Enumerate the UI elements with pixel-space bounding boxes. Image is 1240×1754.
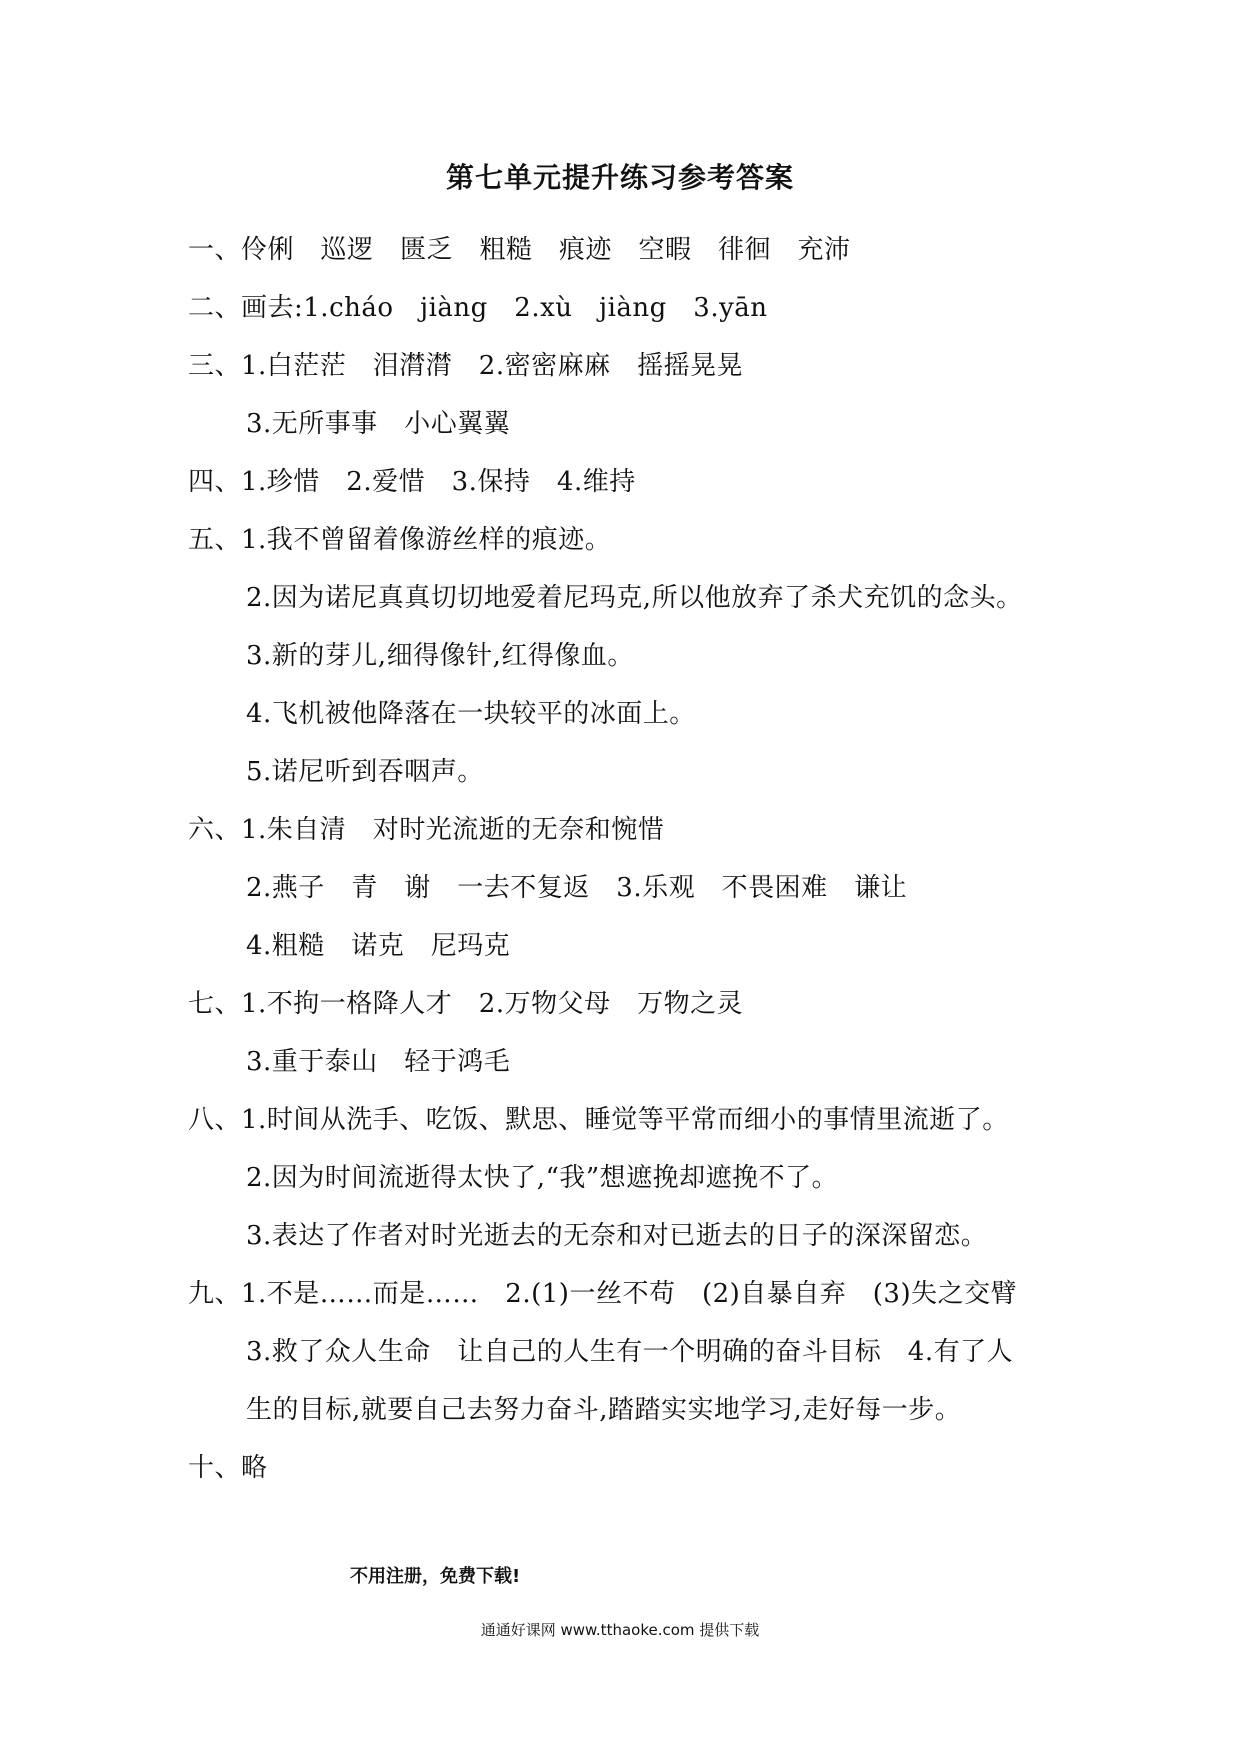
answer-line-8: 八、1.时间从洗手、吃饭、默思、睡觉等平常而细小的事情里流逝了。 — [188, 1105, 1009, 1135]
answer-line-6-item-2: 2.燕子 青 谢 一去不复返 3.乐观 不畏困难 谦让 — [246, 873, 908, 903]
answer-line-5-item-4: 4.飞机被他降落在一块较平的冰面上。 — [246, 699, 696, 729]
answer-line-6-item-4: 4.粗糙 诺克 尼玛克 — [246, 931, 511, 961]
answer-line-8-item-3: 3.表达了作者对时光逝去的无奈和对已逝去的日子的深深留恋。 — [246, 1221, 988, 1251]
answer-line-2: 二、画去:1.cháo jiàng 2.xù jiàng 3.yān — [188, 293, 768, 323]
answer-line-7-item-3: 3.重于泰山 轻于鸿毛 — [246, 1047, 511, 1077]
footer-credit: 通通好课网 www.tthaoke.com 提供下载 — [480, 1621, 760, 1639]
answer-line-1: 一、伶俐 巡逻 匮乏 粗糙 痕迹 空暇 徘徊 充沛 — [188, 235, 851, 265]
answer-line-7: 七、1.不拘一格降人才 2.万物父母 万物之灵 — [188, 989, 744, 1019]
free-download-note: 不用注册，免费下载! — [350, 1566, 521, 1587]
answer-line-8-item-2: 2.因为时间流逝得太快了,“我”想遮挽却遮挽不了。 — [246, 1163, 839, 1193]
answer-line-5-item-5: 5.诺尼听到吞咽声。 — [246, 757, 484, 787]
answer-line-3-continued: 3.无所事事 小心翼翼 — [246, 409, 511, 439]
answer-line-9-item-4-continued: 生的目标,就要自己去努力奋斗,踏踏实实地学习,走好每一步。 — [246, 1395, 962, 1425]
answer-line-4: 四、1.珍惜 2.爱惜 3.保持 4.维持 — [188, 467, 636, 497]
page-title: 第七单元提升练习参考答案 — [445, 161, 794, 194]
answer-line-5-item-3: 3.新的芽儿,细得像针,红得像血。 — [246, 641, 634, 671]
answer-line-10: 十、略 — [188, 1453, 268, 1483]
answer-line-9-item-3: 3.救了众人生命 让自己的人生有一个明确的奋斗目标 4.有了人 — [246, 1337, 1014, 1367]
answer-line-6: 六、1.朱自清 对时光流逝的无奈和惋惜 — [188, 815, 665, 845]
answer-line-9: 九、1.不是……而是…… 2.(1)一丝不苟 (2)自暴自弃 (3)失之交臂 — [188, 1279, 1018, 1309]
answer-line-5-item-2: 2.因为诺尼真真切切地爱着尼玛克,所以他放弃了杀犬充饥的念头。 — [246, 583, 1023, 613]
answer-line-5: 五、1.我不曾留着像游丝样的痕迹。 — [188, 525, 612, 555]
answer-line-3: 三、1.白茫茫 泪潸潸 2.密密麻麻 摇摇晃晃 — [188, 351, 744, 381]
answer-list — [188, 228, 1108, 1504]
